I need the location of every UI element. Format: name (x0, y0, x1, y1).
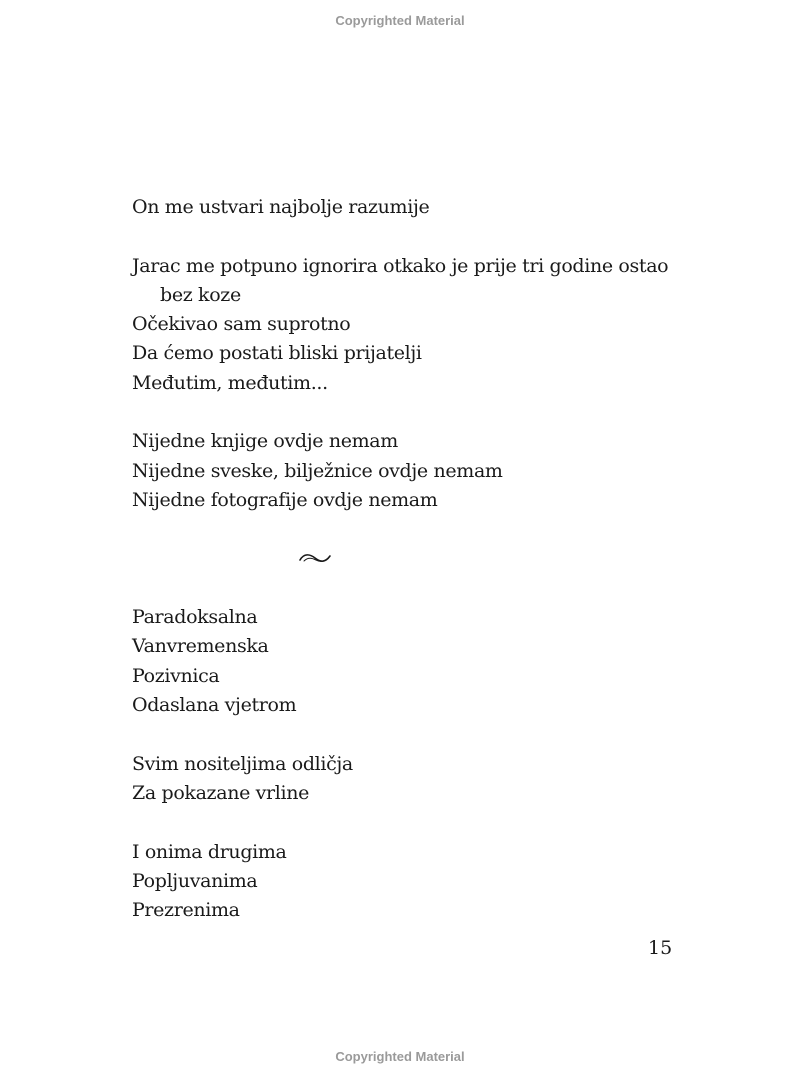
section-gap (132, 574, 692, 603)
poem-line: Prezrenima (132, 899, 240, 922)
tilde-ornament-icon (298, 551, 332, 565)
poem-line: Odaslana vjetrom (132, 694, 297, 717)
poem-line: Za pokazane vrline (132, 781, 310, 804)
poem-line: Jarac me potpuno ignorira otkako je prije tri godine ostao (132, 254, 669, 277)
poem-body (132, 193, 692, 925)
poem-line: Međutim, međutim... (132, 371, 328, 394)
poem-line: On me ustvari najbolje razumije (132, 196, 430, 218)
stanza-gap (132, 222, 692, 251)
copyright-watermark-top: Copyrighted Material (335, 13, 465, 28)
poem-line: Nijedne knjige ovdje nemam (132, 430, 398, 453)
poem-line: Nijedne sveske, bilježnice ovdje nemam (132, 459, 503, 482)
poem-line: Da ćemo postati bliski prijatelji (132, 342, 422, 365)
poem-line: Paradoksalna (132, 606, 258, 629)
stanza-gap (132, 720, 692, 749)
stanza-gap (132, 808, 692, 837)
page-number: 15 (648, 937, 673, 959)
poem-line: Nijedne fotografije ovdje nemam (132, 488, 438, 511)
poem-line: Očekivao sam suprotno (132, 313, 351, 336)
poem-line: Popljuvanima (132, 869, 258, 892)
section-gap (132, 545, 692, 574)
poem-line: Pozivnica (132, 664, 220, 687)
poem-line: Svim nositeljima odličja (132, 752, 353, 775)
stanza-gap (132, 398, 692, 427)
copyright-watermark-bottom: Copyrighted Material (335, 1049, 465, 1064)
poem-line-continuation: bez koze (160, 283, 241, 306)
section-gap (132, 515, 692, 544)
poem-line: Vanvremenska (132, 635, 269, 658)
poem-line: I onima drugima (132, 840, 287, 863)
